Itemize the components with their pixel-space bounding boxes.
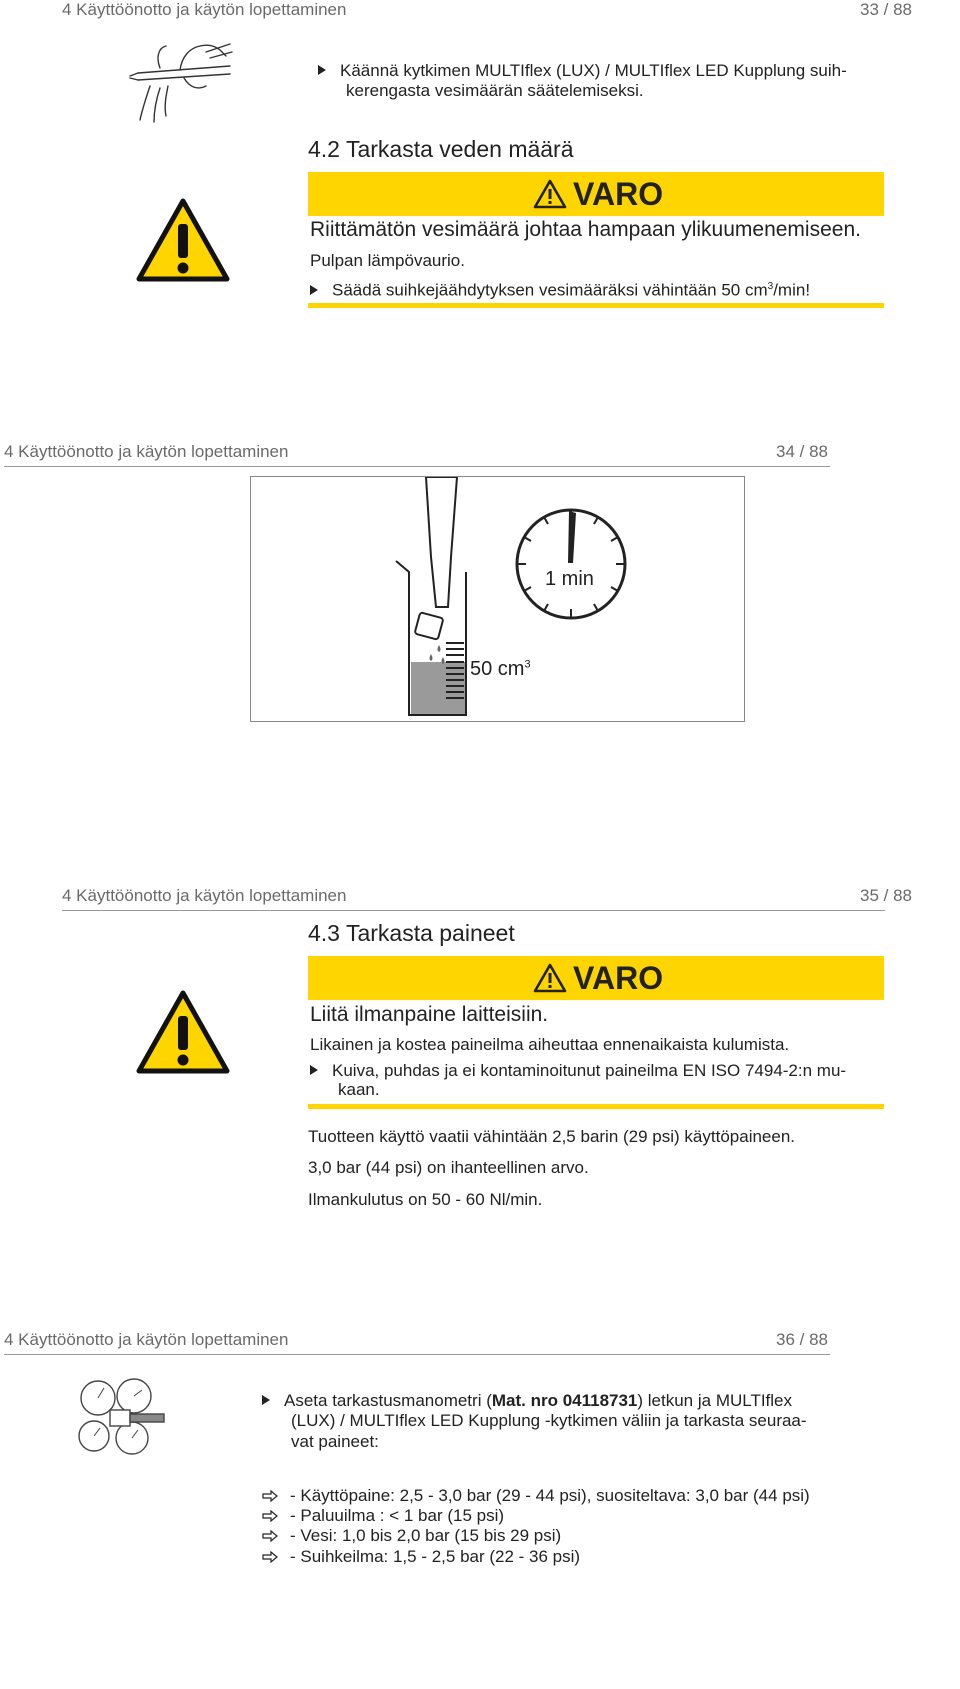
- section-title: 4.3 Tarkasta paineet: [308, 920, 515, 946]
- bullet-arrow-icon: [310, 285, 318, 295]
- warning-triangle-icon: [136, 198, 230, 282]
- paragraph-air-consumption: Ilmankulutus on 50 - 60 Nl/min.: [308, 1190, 543, 1209]
- material-number: Mat. nro 04118731: [491, 1391, 638, 1410]
- warning-action-unit: /min!: [773, 280, 811, 300]
- warning-consequence: Likainen ja kostea paineilma aiheuttaa ennenaikaista kulumista.: [310, 1035, 790, 1054]
- warning-heading: Riittämätön vesimäärä johtaa hampaan ylikuumenemiseen.: [310, 218, 861, 241]
- result-item: [262, 1526, 561, 1546]
- result-item: [262, 1506, 504, 1526]
- warning-label-text: VARO: [573, 175, 664, 212]
- result-item: [262, 1547, 580, 1567]
- superscript: 3: [767, 281, 774, 292]
- superscript: 3: [524, 658, 531, 671]
- warning-triangle-icon: [136, 990, 230, 1074]
- result-text: - Suihkeilma: 1,5 - 2,5 bar (22 - 36 psi): [290, 1547, 581, 1566]
- figure-volume-label: [470, 658, 531, 681]
- instruction-text: [318, 60, 847, 81]
- coupling-hand-illustration: [120, 38, 250, 128]
- figure-time-label: 1 min: [545, 568, 594, 590]
- section-title: 4.2 Tarkasta veden määrä: [308, 136, 574, 162]
- measuring-cylinder-figure: [251, 477, 744, 721]
- page-number: 34 / 88: [776, 442, 828, 461]
- volume-value: 50 cm: [470, 658, 525, 680]
- warning-small-icon: [533, 179, 567, 209]
- warning-heading: Liitä ilmanpaine laitteisiin.: [310, 1003, 549, 1026]
- warning-bottom-line: [308, 303, 884, 308]
- warning-action-line-2: kaan.: [338, 1080, 380, 1099]
- warning-consequence: Pulpan lämpövaurio.: [310, 251, 465, 270]
- bullet-arrow-icon: [262, 1395, 270, 1405]
- instruction-line-3: vat paineet:: [291, 1432, 379, 1451]
- paragraph-operating-pressure: Tuotteen käyttö vaatii vähintään 2,5 barin (29 psi) käyttöpaineen.: [308, 1127, 796, 1146]
- warning-bottom-line: [308, 1104, 884, 1109]
- page-header-title: 4 Käyttöönotto ja käytön lopettaminen: [62, 0, 347, 19]
- result-text: - Käyttöpaine: 2,5 - 3,0 bar (29 - 44 psi), suositeltava: 3,0 bar (44 psi): [290, 1486, 810, 1505]
- paragraph-ideal-value: 3,0 bar (44 psi) on ihanteellinen arvo.: [308, 1158, 589, 1177]
- result-text: - Vesi: 1,0 bis 2,0 bar (15 bis 29 psi): [290, 1526, 562, 1545]
- page-number: 33 / 88: [860, 0, 912, 19]
- instruction-line-1-end: ) letkun ja MULTIflex: [637, 1391, 793, 1410]
- result-arrow-icon: [262, 1530, 278, 1542]
- manometer-illustration: [76, 1376, 166, 1460]
- warning-action-line-1: Kuiva, puhdas ja ei kontaminoitunut paineilma EN ISO 7494-2:n mu-: [332, 1061, 847, 1080]
- header-rule: [4, 466, 830, 467]
- warning-action: [310, 1060, 846, 1081]
- instruction-line-2: (LUX) / MULTIflex LED Kupplung -kytkimen väliin ja tarkasta seuraa-: [291, 1411, 807, 1430]
- result-arrow-icon: [262, 1510, 278, 1522]
- warning-small-icon: [533, 963, 567, 993]
- page-header-title: 4 Käyttöönotto ja käytön lopettaminen: [4, 442, 289, 461]
- header-rule: [62, 910, 885, 911]
- result-item: [262, 1486, 810, 1506]
- instruction-text: [262, 1390, 792, 1411]
- instruction-line-1-start: Aseta tarkastusmanometri (: [284, 1391, 492, 1410]
- header-rule: [4, 1354, 830, 1355]
- warning-action: [310, 276, 810, 301]
- bullet-arrow-icon: [310, 1065, 318, 1075]
- page-header-title: 4 Käyttöönotto ja käytön lopettaminen: [62, 886, 347, 905]
- page-number: 36 / 88: [776, 1330, 828, 1349]
- instruction-line-1: Käännä kytkimen MULTIflex (LUX) / MULTIflex LED Kupplung suih-: [340, 61, 847, 80]
- page-number: 35 / 88: [860, 886, 912, 905]
- result-arrow-icon: [262, 1551, 278, 1563]
- page-header-title: 4 Käyttöönotto ja käytön lopettaminen: [4, 1330, 289, 1349]
- warning-label-text: VARO: [573, 959, 664, 996]
- result-arrow-icon: [262, 1490, 278, 1502]
- result-text: - Paluuilma : < 1 bar (15 psi): [290, 1506, 505, 1525]
- warning-label: [533, 174, 663, 214]
- warning-action-text: Säädä suihkejäähdytyksen vesimääräksi vähintään 50 cm: [332, 280, 768, 300]
- instruction-line-2: kerengasta vesimäärän säätelemiseksi.: [346, 81, 644, 100]
- bullet-arrow-icon: [318, 65, 326, 75]
- warning-label: [533, 958, 663, 998]
